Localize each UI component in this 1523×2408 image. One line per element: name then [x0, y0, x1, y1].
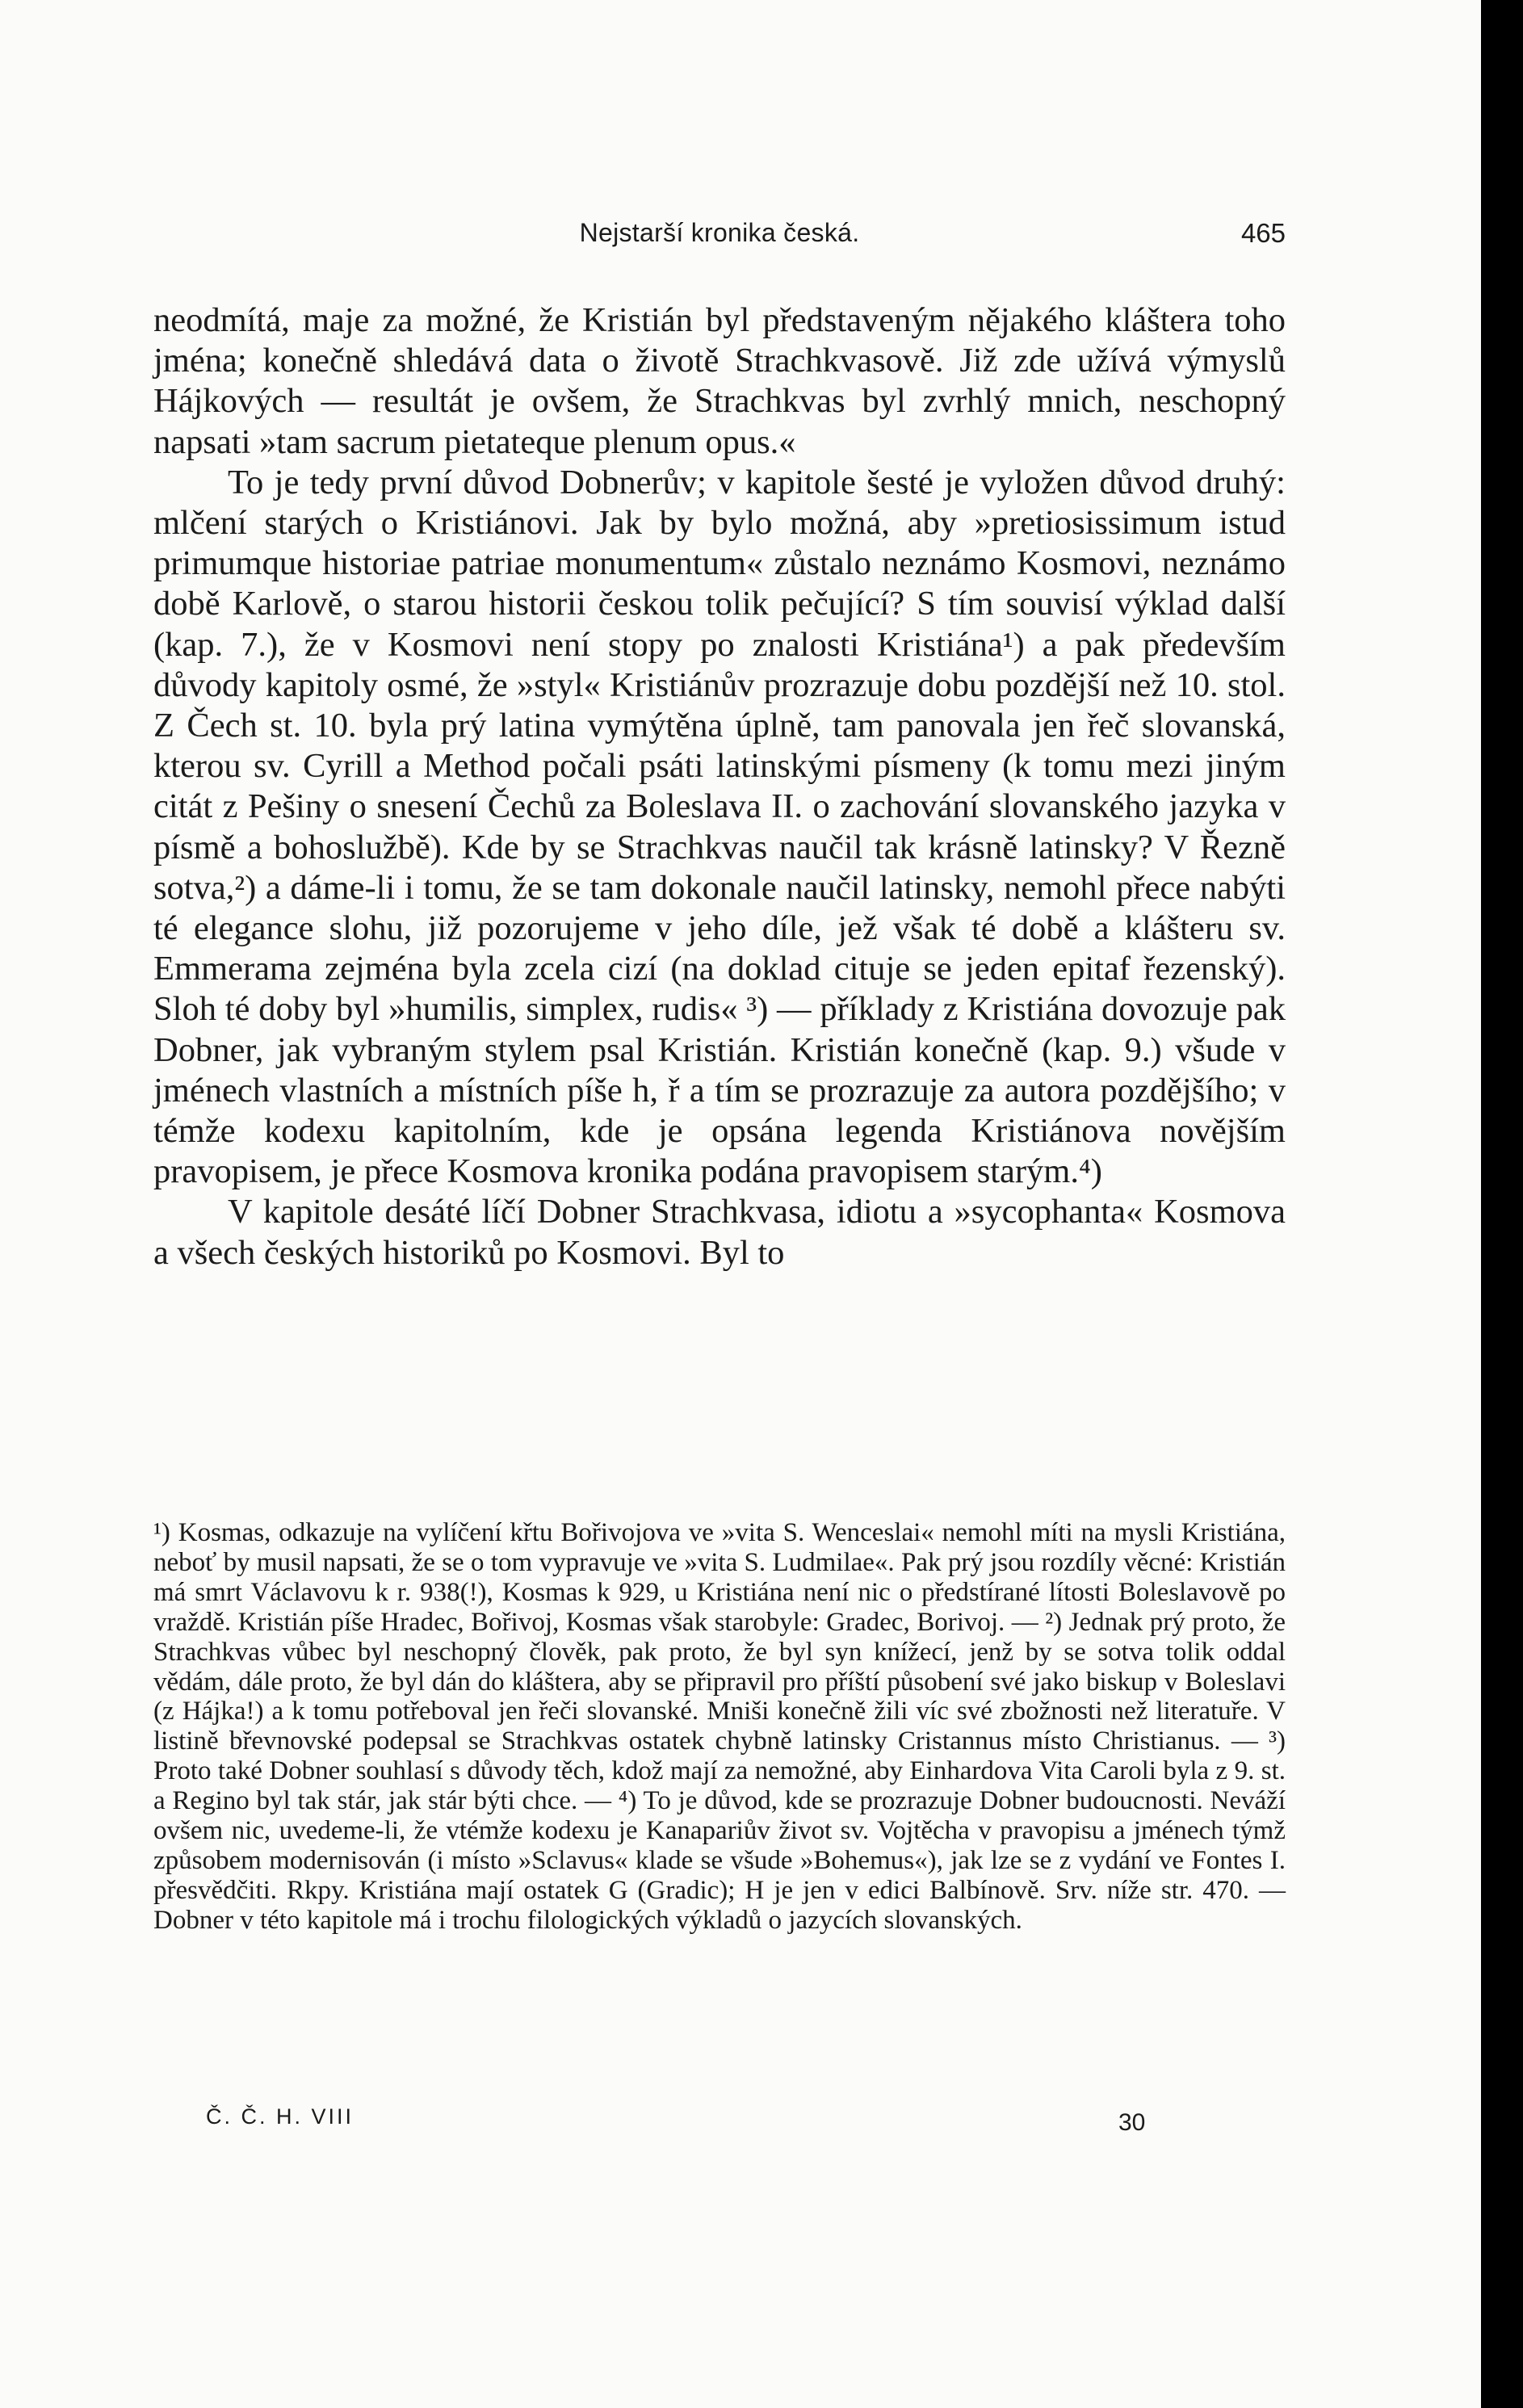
main-text — [153, 300, 1286, 1273]
paragraph-chapter-ten: V kapitole desáté líčí Dobner Strachkvasa, idiotu a »sycophanta« Kosmova a všech českých historiků po Kosmovi. Byl to — [153, 1193, 1286, 1272]
footnotes — [153, 1518, 1286, 1936]
sheet-number: 30 — [1118, 2109, 1146, 2136]
page-number: 465 — [1240, 218, 1286, 248]
paragraph-continuation: neodmítá, maje za možné, že Kristián byl představeným nějakého kláštera toho jména; konečně shledává data o životě Strachkvasově. Již zde užívá výmyslů Hájkových — resultát je ovšem, že Strachkvas byl zvrhlý mnich, neschopný napsati »tam sacrum pietateque plenum opus.« — [153, 301, 1286, 461]
running-header — [153, 218, 1286, 266]
paragraph-dobner-reasons: To je tedy první důvod Dobnerův; v kapitole šesté je vyložen důvod druhý: mlčení starých o Kristiánovi. Jak by bylo možná, aby »pretiosissimum istud primumque historiae patriae monumentum« zůstalo neznámo Kosmovi, neznámo době Karlově, o starou historii českou tolik pečující? S tím souvisí výklad další (kap. 7.), že v Kosmovi není stopy po znalosti Kristiána¹) a pak především důvody kapitoly osmé, že »styl« Kristiánův prozrazuje dobu pozdější než 10. stol. Z Čech st. 10. byla prý latina vymýtěna úplně, tam panovala jen řeč slovanská, kterou sv. Cyrill a Method počali psáti latinskými písmeny (k tomu mezi jiným citát z Pešiny o snesení Čechů za Boleslava II. o zachování slovanského jazyka v písmě a bohoslužbě). Kde by se Strachkvas naučil tak krásně latinsky? V Řezně sotva,²) a dáme-li i tomu, že se tam dokonale naučil latinsky, nemohl přece nabýti té elegance slohu, již pozorujeme v jeho díle, jež však té době a klášteru sv. Emmerama zejména byla zcela cizí (na doklad cituje se jeden epitaf řezenský). Sloh té doby byl »humilis, simplex, rudis« ³) — příklady z Kristiána dovozuje pak Dobner, jak vybraným stylem psal Kristián. Kristián konečně (kap. 9.) všude v jménech vlastních a místních píše h, ř a tím se prozrazuje za autora pozdějšího; v témže kodexu kapitolním, kde je opsána legenda Kristiánova novějším pravopisem, je přece Kosmova kronika podána pravopisem starým.⁴) — [153, 463, 1286, 1191]
signature-mark: Č. Č. H. VIII — [206, 2104, 355, 2129]
running-title: Nejstarší kronika česká. — [579, 218, 860, 247]
footnote-block: ¹) Kosmas, odkazuje na vylíčení křtu Bořivojova ve »vita S. Wenceslai« nemohl míti na mysli Kristiána, neboť by musil napsati, že se o tom vypravuje ve »vita S. Ludmilae«. Pak prý jsou rozdíly věcné: Kristián má smrt Václavovu k r. 938(!), Kosmas k 929, u Kristiána není nic o předstírané lítosti Boleslavově po vraždě. Kristián píše Hradec, Bořivoj, Kosmas však starobyle: Gradec, Borivoj. — ²) Jednak prý proto, že Strachkvas vůbec byl neschopný člověk, pak proto, že byl syn knížecí, jenž by se sotva tolik oddal vědám, dále proto, že byl dán do kláštera, aby se připravil pro příští působení své jako biskup v Boleslavi (z Hájka!) a k tomu potřeboval jen řeči slovanské. Mniši konečně žili víc své zbožnosti než literatuře. V listině břevnovské podepsal se Strachkvas ostatek chybně latinsky Cristannus místo Christianus. — ³) Proto také Dobner souhlasí s důvody těch, kdož mají za nemožné, aby Einhardova Vita Caroli byla z 9. st. a Regino byl tak stár, jak stár býti chce. — ⁴) To je důvod, kde se prozrazuje Dobner budoucnosti. Neváží ovšem nic, uvedeme-li, že vtémže kodexu je Kanapariův život sv. Vojtěcha v pravopisu a jménech týmž způsobem modernisován (i místo »Sclavus« klade se všude »Bohemus«), jak lze se z vydání ve Fontes I. přesvědčiti. Rkpy. Kristiána mají ostatek G (Gradic); H je jen v edici Balbínově. Srv. níže str. 470. — Dobner v této kapitole má i trochu filologických výkladů o jazycích slovanských. — [153, 1518, 1286, 1935]
